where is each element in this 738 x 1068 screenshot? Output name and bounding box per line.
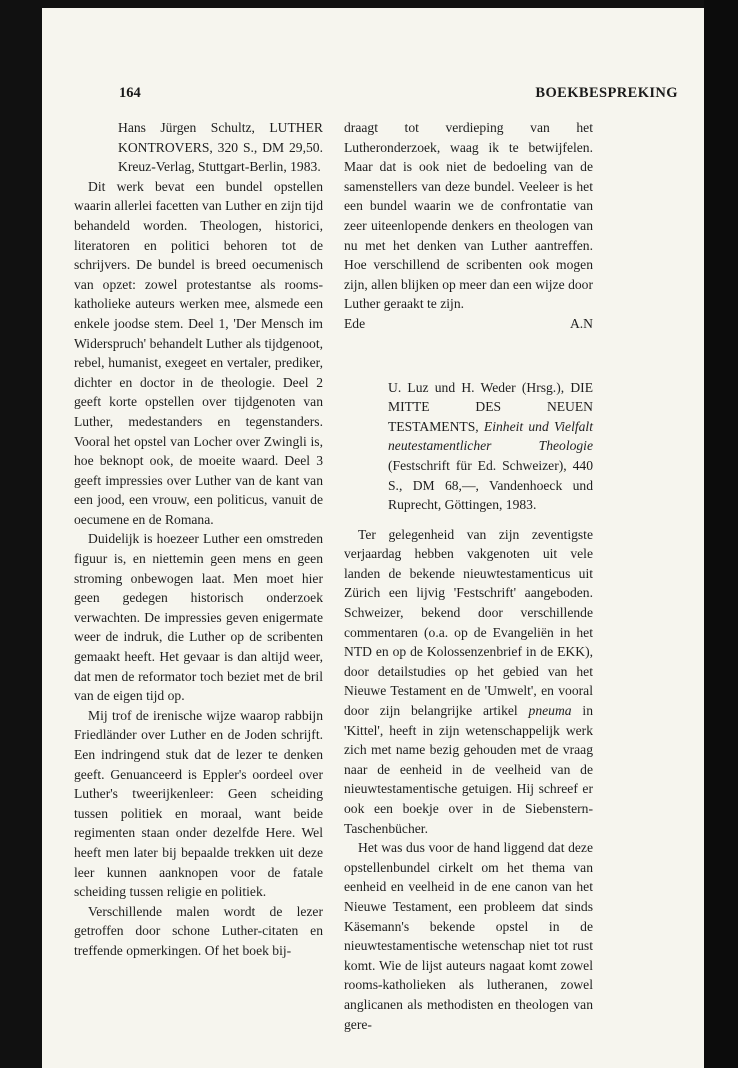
review2-paragraph: [344, 525, 593, 839]
review2-text: in 'Kittel', heeft in zijn wetenschappelijk werk zich met name bezig gehouden met de vraag naar de eenheid in de veelheid van de nieuwtestamentische getuigen. Hij schreef er ook een boekje over in de Siebenstern-Taschenbücher.: [344, 703, 593, 836]
scan-border-right: [704, 0, 738, 1068]
review1-paragraph: Duidelijk is hoezeer Luther een omstreden figuur is, en niettemin geen mens en geen stroming onbewogen laat. Men moet hier geen gedegen historisch onderzoek verwachten. De impressies geven enigermate weer de indruk, die Luther op de scribenten gemaakt heeft. Het gevaar is dan altijd weer, dat men de reformator toch beziet met de bril van de eigen tijd op.: [74, 531, 323, 704]
review1-bibliography: Hans Jürgen Schultz, LUTHER KONTROVERS, 320 S., DM 29,50. Kreuz-Verlag, Stuttgart-Berlin, 1983.: [118, 120, 323, 175]
scan-border-left: [0, 0, 42, 1068]
left-column: [74, 118, 323, 961]
review1-paragraph-continuation: draagt tot verdieping van het Lutheronderzoek, waag ik te betwijfelen. Maar dat is ook niet de bedoeling van de samenstellers van deze bundel. Veeleer is het een bundel waarin we de confrontatie van zeer uiteenlopende denkers en theologen van nu met het denken van Luther aantreffen. Hoe verschillend de scribenten ook mogen zijn, allen blijken op meer dan een wijze door Luther geraakt te zijn.: [344, 120, 593, 312]
reviewer-place: Ede: [344, 315, 366, 331]
review1-paragraph: Mij trof de irenische wijze waarop rabbijn Friedländer over Luther en de Joden schrijft. Een indringend stuk dat de lezer te denken geeft. Genuanceerd is Eppler's oordeel over Luther's tweerijkenleer: Geen scheiding tussen politiek en moraal, want beide regimenten staan onder dezelfde Here. Wel heeft men later bij bepaalde trekken uit deze leer kunnen aanknopen voor de fatale scheiding tussen religie en politiek.: [74, 707, 323, 900]
reviewer-initials: A.N: [569, 315, 593, 331]
review1-paragraph-continued: Verschillende malen wordt de lezer getroffen door schone Luther-citaten en treffende opmerkingen. Of het boek bij-: [74, 903, 323, 958]
running-head: BOEKBESPREKING: [535, 85, 678, 101]
review2-publication: (Festschrift für Ed. Schweizer), 440 S., DM 68,—, Vandenhoeck und Ruprecht, Göttingen, 1983.: [388, 457, 593, 513]
review2-authors: U. Luz und H. Weder (Hrsg.),: [388, 379, 565, 395]
review2-text: Ter gelegenheid van zijn zeventigste verjaardag hebben vakgenoten uit vele landen de bekende nieuwtestamenticus uit Zürich een lijvig 'Festschrift' aangeboden. Schweizer, bekend door verschillende commentaren (o.a. op de Evangeliën in het NTD en op de Kolossenzenbrief in de EKK), door detailstudies op het gebied van het Nieuwe Testament en de 'Umwelt', en vooral door zijn belangrijke artikel: [344, 526, 593, 719]
right-column: [344, 118, 593, 1034]
review1-paragraph: Dit werk bevat een bundel opstellen waarin allerlei facetten van Luther en zijn tijd behandeld worden. Theologen, historici, literatoren en politici behoren tot de schrijvers. De bundel is breed oecumenisch van opzet: zowel protestantse als rooms-katholieke auteurs werken mee, alsmede een enkele joodse stem. Deel 1, 'Der Mensch im Widerspruch' behandelt Luther als tijdgenoot, rebel, humanist, exegeet en vertaler, prediker, dichter en doctor in de theologie. Deel 2 geeft korte opstellen over tijdgenoten van Luther, medestanders en tegenstanders. Vooral het opstel van Locher over Zwingli is, hoe beknopt ook, de moeite waard. Deel 3 geeft impressies over Luther van de kant van een jood, een vrouw, een politicus, vanuit de oecumene en de Romana.: [74, 178, 323, 527]
scan-border-top: [0, 0, 738, 8]
review2-paragraph: Het was dus voor de hand liggend dat deze opstellenbundel cirkelt om het thema van eenheid en veelheid in de ene canon van het Nieuwe Testament, een probleem dat sinds Käsemann's bekende opstel in de nieuwtestamentische wetenschap niet tot rust komt. Wie de lijst auteurs nagaat komt zowel rooms-katholieken als lutheranen, zowel anglicanen als methodisten en theologen van gere-: [344, 840, 593, 1032]
review2-subtitle: Einheit und Vielfalt neutestamentlicher Theologie: [388, 418, 593, 454]
review2-title: DIE MITTE DES NEUEN TESTAMENTS,: [388, 379, 593, 434]
review2-emphasis: pneuma: [528, 703, 572, 719]
page-number: 164: [119, 85, 141, 101]
review1-signature: [344, 314, 593, 334]
review2-bibliography: [388, 378, 593, 515]
